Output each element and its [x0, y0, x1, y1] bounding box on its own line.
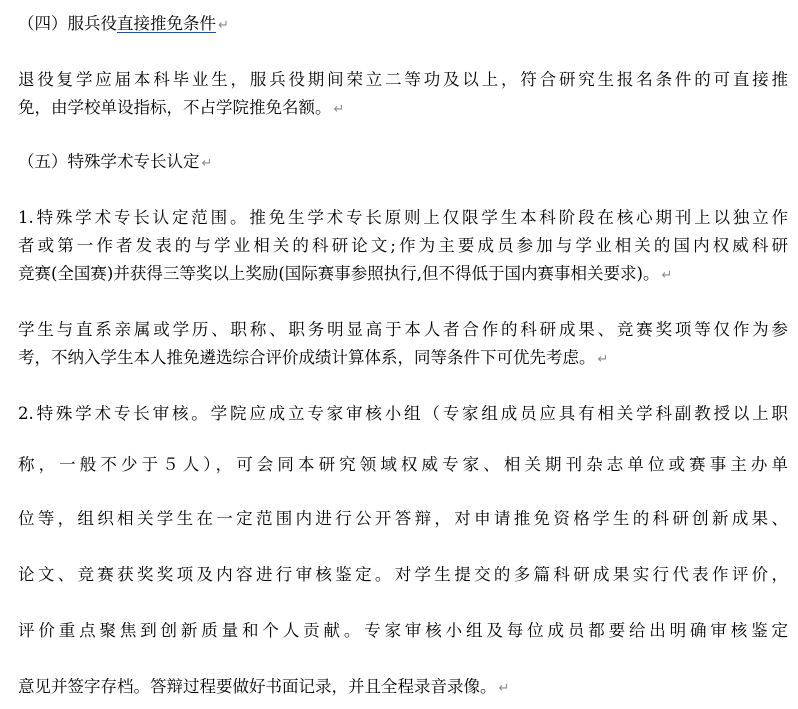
paragraph-mark-icon: ↵ — [661, 268, 673, 283]
p3-line-2-text: 考，不纳入学生本人推免遴选综合评价成绩计算体系，同等条件下可优先考虑。 — [18, 348, 596, 367]
p4-line-6-text: 意见并签字存档。答辩过程要做好书面记录，并且全程录音录像。 — [18, 677, 497, 696]
p4-line-1: 2.特殊学术专长审核。学院应成立专家审核小组（专家组成员应具有相关学科副教授以上职 — [18, 404, 788, 423]
p4-line-5: 评价重点聚焦到创新质量和个人贡献。专家审核小组及每位成员都要给出明确审核鉴定 — [18, 621, 788, 640]
section-4-heading — [18, 14, 788, 34]
section-4-heading-underlined: 直接推免条件 — [117, 14, 216, 33]
p4-line-3: 位等，组织相关学生在一定范围内进行公开答辩，对申请推免资格学生的科研创新成果、 — [18, 509, 788, 528]
paragraph-mark-icon: ↵ — [333, 102, 345, 117]
p4-line-2: 称，一般不少于５人），可会同本研究领域权威专家、相关期刊杂志单位或赛事主办单 — [18, 455, 788, 474]
section-4-heading-text: （四）服兵役 — [18, 14, 117, 33]
p2-line-3-text: 竞赛(全国赛)并获得三等奖以上奖励(国际赛事参照执行,但不得低于国内赛事相关要求)。 — [18, 264, 660, 283]
p3-line-2 — [18, 348, 788, 368]
p1-line-1: 退役复学应届本科毕业生，服兵役期间荣立二等功及以上，符合研究生报名条件的可直接推 — [18, 70, 788, 89]
p4-line-4: 论文、竞赛获奖奖项及内容进行审核鉴定。对学生提交的多篇科研成果实行代表作评价， — [18, 565, 788, 584]
paragraph-mark-icon: ↵ — [597, 352, 609, 367]
p4-line-6 — [18, 677, 788, 697]
paragraph-mark-icon: ↵ — [498, 681, 510, 696]
p2-line-1: 1.特殊学术专长认定范围。推免生学术专长原则上仅限学生本科阶段在核心期刊上以独立作 — [18, 208, 788, 227]
p3-line-1: 学生与直系亲属或学历、职称、职务明显高于本人者合作的科研成果、竞赛奖项等仅作为参 — [18, 320, 788, 339]
p2-line-3 — [18, 264, 788, 284]
p2-line-2: 者或第一作者发表的与学业相关的科研论文;作为主要成员参加与学业相关的国内权威科研 — [18, 236, 788, 255]
paragraph-mark-icon: ↵ — [201, 156, 213, 171]
section-5-heading-text: （五）特殊学术专长认定 — [18, 152, 200, 171]
p1-line-2 — [18, 98, 788, 118]
p1-line-2-text: 免，由学校单设指标，不占学院推免名额。 — [18, 98, 332, 117]
paragraph-mark-icon: ↵ — [218, 18, 229, 33]
section-5-heading — [18, 152, 788, 172]
